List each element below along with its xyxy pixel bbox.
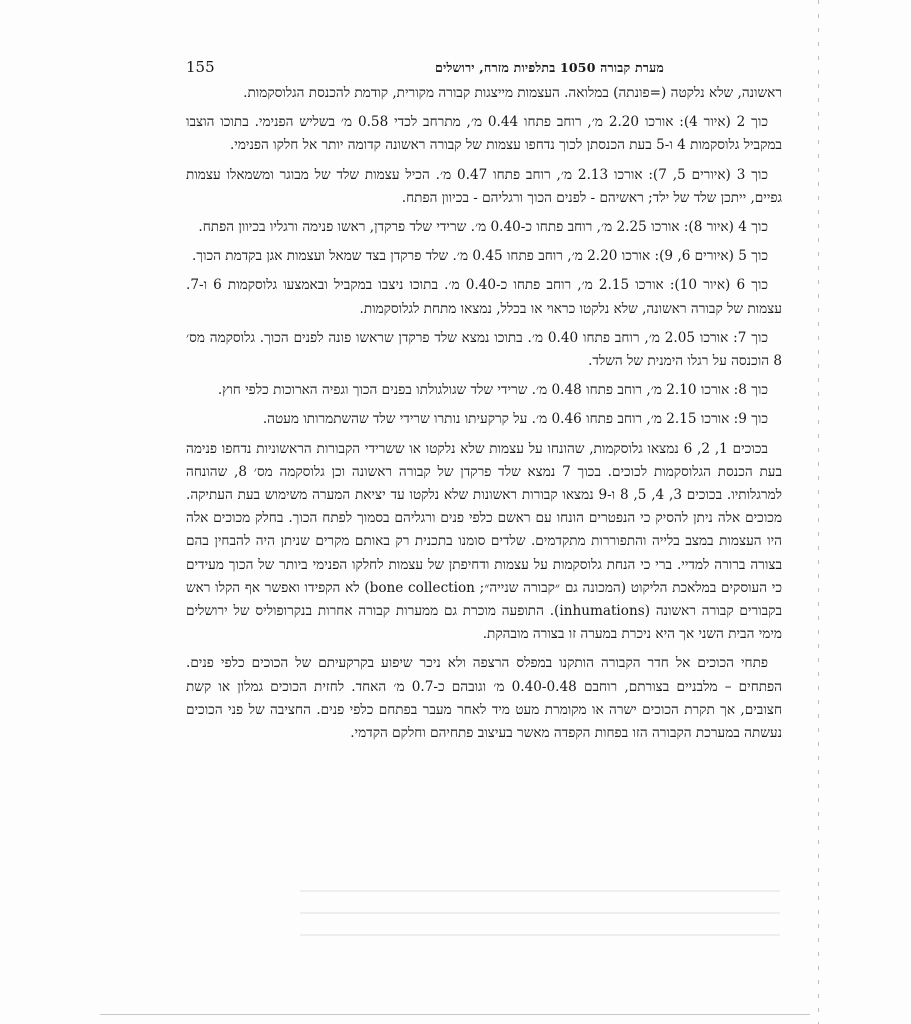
paragraph-niche-3: כוך 3 (איורים 5, 7): אורכו 2.13 מ׳, רוחב פתחו 0.47 מ׳. הכיל עצמות שלד של מבוגר ומשמאלו עצמות גפיים, ייתכן שלד של ילד; ראשיהם - לפנים הכוך ורגליהם - בכיוון הפתח. (186, 166, 782, 206)
paragraph-niche-9: כוך 9: אורכו 2.15 מ׳, רוחב פתחו 0.46 מ׳. על קרקעיתו נותרו שרידי שלד שהשתמרותו מעטה. (262, 411, 768, 428)
paragraph-niche-2: כוך 2 (איור 4): אורכו 2.20 מ׳, רוחב פתחו 0.44 מ׳, מתרחב לכדי 0.58 מ׳ בשליש הפנימי. בתוכו הוצבו במקביל גלוסקמות 4 ו-5 בעת הכנסתן לכוך נדחפו עצמות של קבורה ראשונה קדומה יותר אל חלקו הפנימי. (186, 114, 782, 154)
page-header (186, 58, 782, 82)
bleed-through-text (300, 890, 780, 950)
paragraph-niche-6: כוך 6 (איור 10): אורכו 2.15 מ׳, רוחב פתחו כ-0.40 מ׳. בתוכו ניצבו במקביל ובאמצעו גלוסקמות 6 ו-7. עצמות של קבורה ראשונה, שלא נלקטו כראוי או בכלל, נמצאו מתחת לגלוסקמות. (186, 277, 782, 317)
paragraph-niche-7: כוך 7: אורכו 2.05 מ׳, רוחב פתחו 0.40 מ׳. בתוכו נמצא שלד פרקדן שראשו פונה לפנים הכוך. גלוסקמה מס׳ 8 הוכנסה על רגלו הימנית של השלד. (186, 329, 782, 370)
paragraph-summary: בכוכים 1, 2, 6 נמצאו גלוסקמות, שהונחו על עצמות שלא נלקטו או ששרידי הקבורות הראשוניות נדחפו פנימה בעת הכנסת הגלוסקמות לכוכים. בכוך 7 נמצא שלד פרקדן של קבורה ראשונה וכן גלוסקמה מס׳ 8, שהונחה למרגלותיו. בכוכים 3, 4, 5, 8 ו-9 נמצאו קבורות ראשונות שלא נלקטו עד יציאת המערה משימוש בעת העתיקה. מכוכים אלה ניתן להסיק כי הנפטרים הונחו עם ראשם כלפי פנים ורגליהם בסמוך לפתח הכוך. בחלק מכוכים אלה היו העצמות במצב בלייה והתפוררות מתקדמים. שלדים סומנו בתכנית רק באותם מקרים שניתן היה להבחין בהם בצורה ברורה למדיי. ברי כי הנחת גלוסקמות על עצמות ודחיפתן של עצמות לחלקו הפנימי ביותר של הכוך מעידים כי העוסקים במלאכת הליקוט (המכונה גם ״קבורה שנייה״; bone collection) לא הקפידו ואפשר אף הקלו ראש בקבורים קבורה ראשונה (inhumations). התופעה מוכרת גם ממערות קבורה אחרות בנקרופוליס של ירושלים מימי הבית השני אך היא ניכרת במערה זו בצורה מובהקת. (186, 440, 782, 643)
running-title: מערת קבורה 1050 בתלפיות מזרח, ירושלים (434, 60, 664, 75)
paragraph-niche-5: כוך 5 (איורים 6, 9): אורכו 2.20 מ׳, רוחב פתחו 0.45 מ׳. שלד פרקדן בצד שמאל ועצמות אגן בקדמת הכוך. (192, 248, 768, 265)
page-number: 155 (186, 58, 215, 76)
page-fold-line (818, 0, 819, 1024)
page-bottom-edge (100, 1014, 810, 1015)
body-text (186, 82, 782, 745)
paragraph-continuation: ראשונה, שלא נלקטה (=פונתה) במלואה. העצמות מייצגות קבורה מקורית, קודמת להכנסת הגלוסקמות. (243, 85, 782, 101)
paragraph-niche-8: כוך 8: אורכו 2.10 מ׳, רוחב פתחו 0.48 מ׳. שרידי שלד שגולגולתו בפנים הכוך וגפיה הארוכות כלפי חוץ. (217, 382, 768, 399)
paragraph-niche-4: כוך 4 (איור 8): אורכו 2.25 מ׳, רוחב פתחו כ-0.40 מ׳. שרידי שלד פרקדן, ראשו פנימה ורגליו בכיוון הפתח. (198, 219, 768, 236)
paragraph-niche-openings: פתחי הכוכים אל חדר הקבורה הותקנו במפלס הרצפה ולא ניכר שיפוע בקרקעיתם של הכוכים כלפי פנים. הפתחים – מלבניים בצורתם, רוחבם 0.40-0.48 מ׳ וגובהם כ-0.7 מ׳ האחד. לחזית הכוכים גמלון או קשת חצובים, אך תקרת הכוכים ישרה או מקומרת מעט מיד לאחר מעבר בפתחם כלפי פנים. החציבה של פני הכוכים נעשתה במערכת הקבורה הזו בפחות הקפדה מאשר בעיצוב פתחיהם וחלקם הקדמי. (186, 655, 782, 742)
document-page (186, 58, 782, 745)
